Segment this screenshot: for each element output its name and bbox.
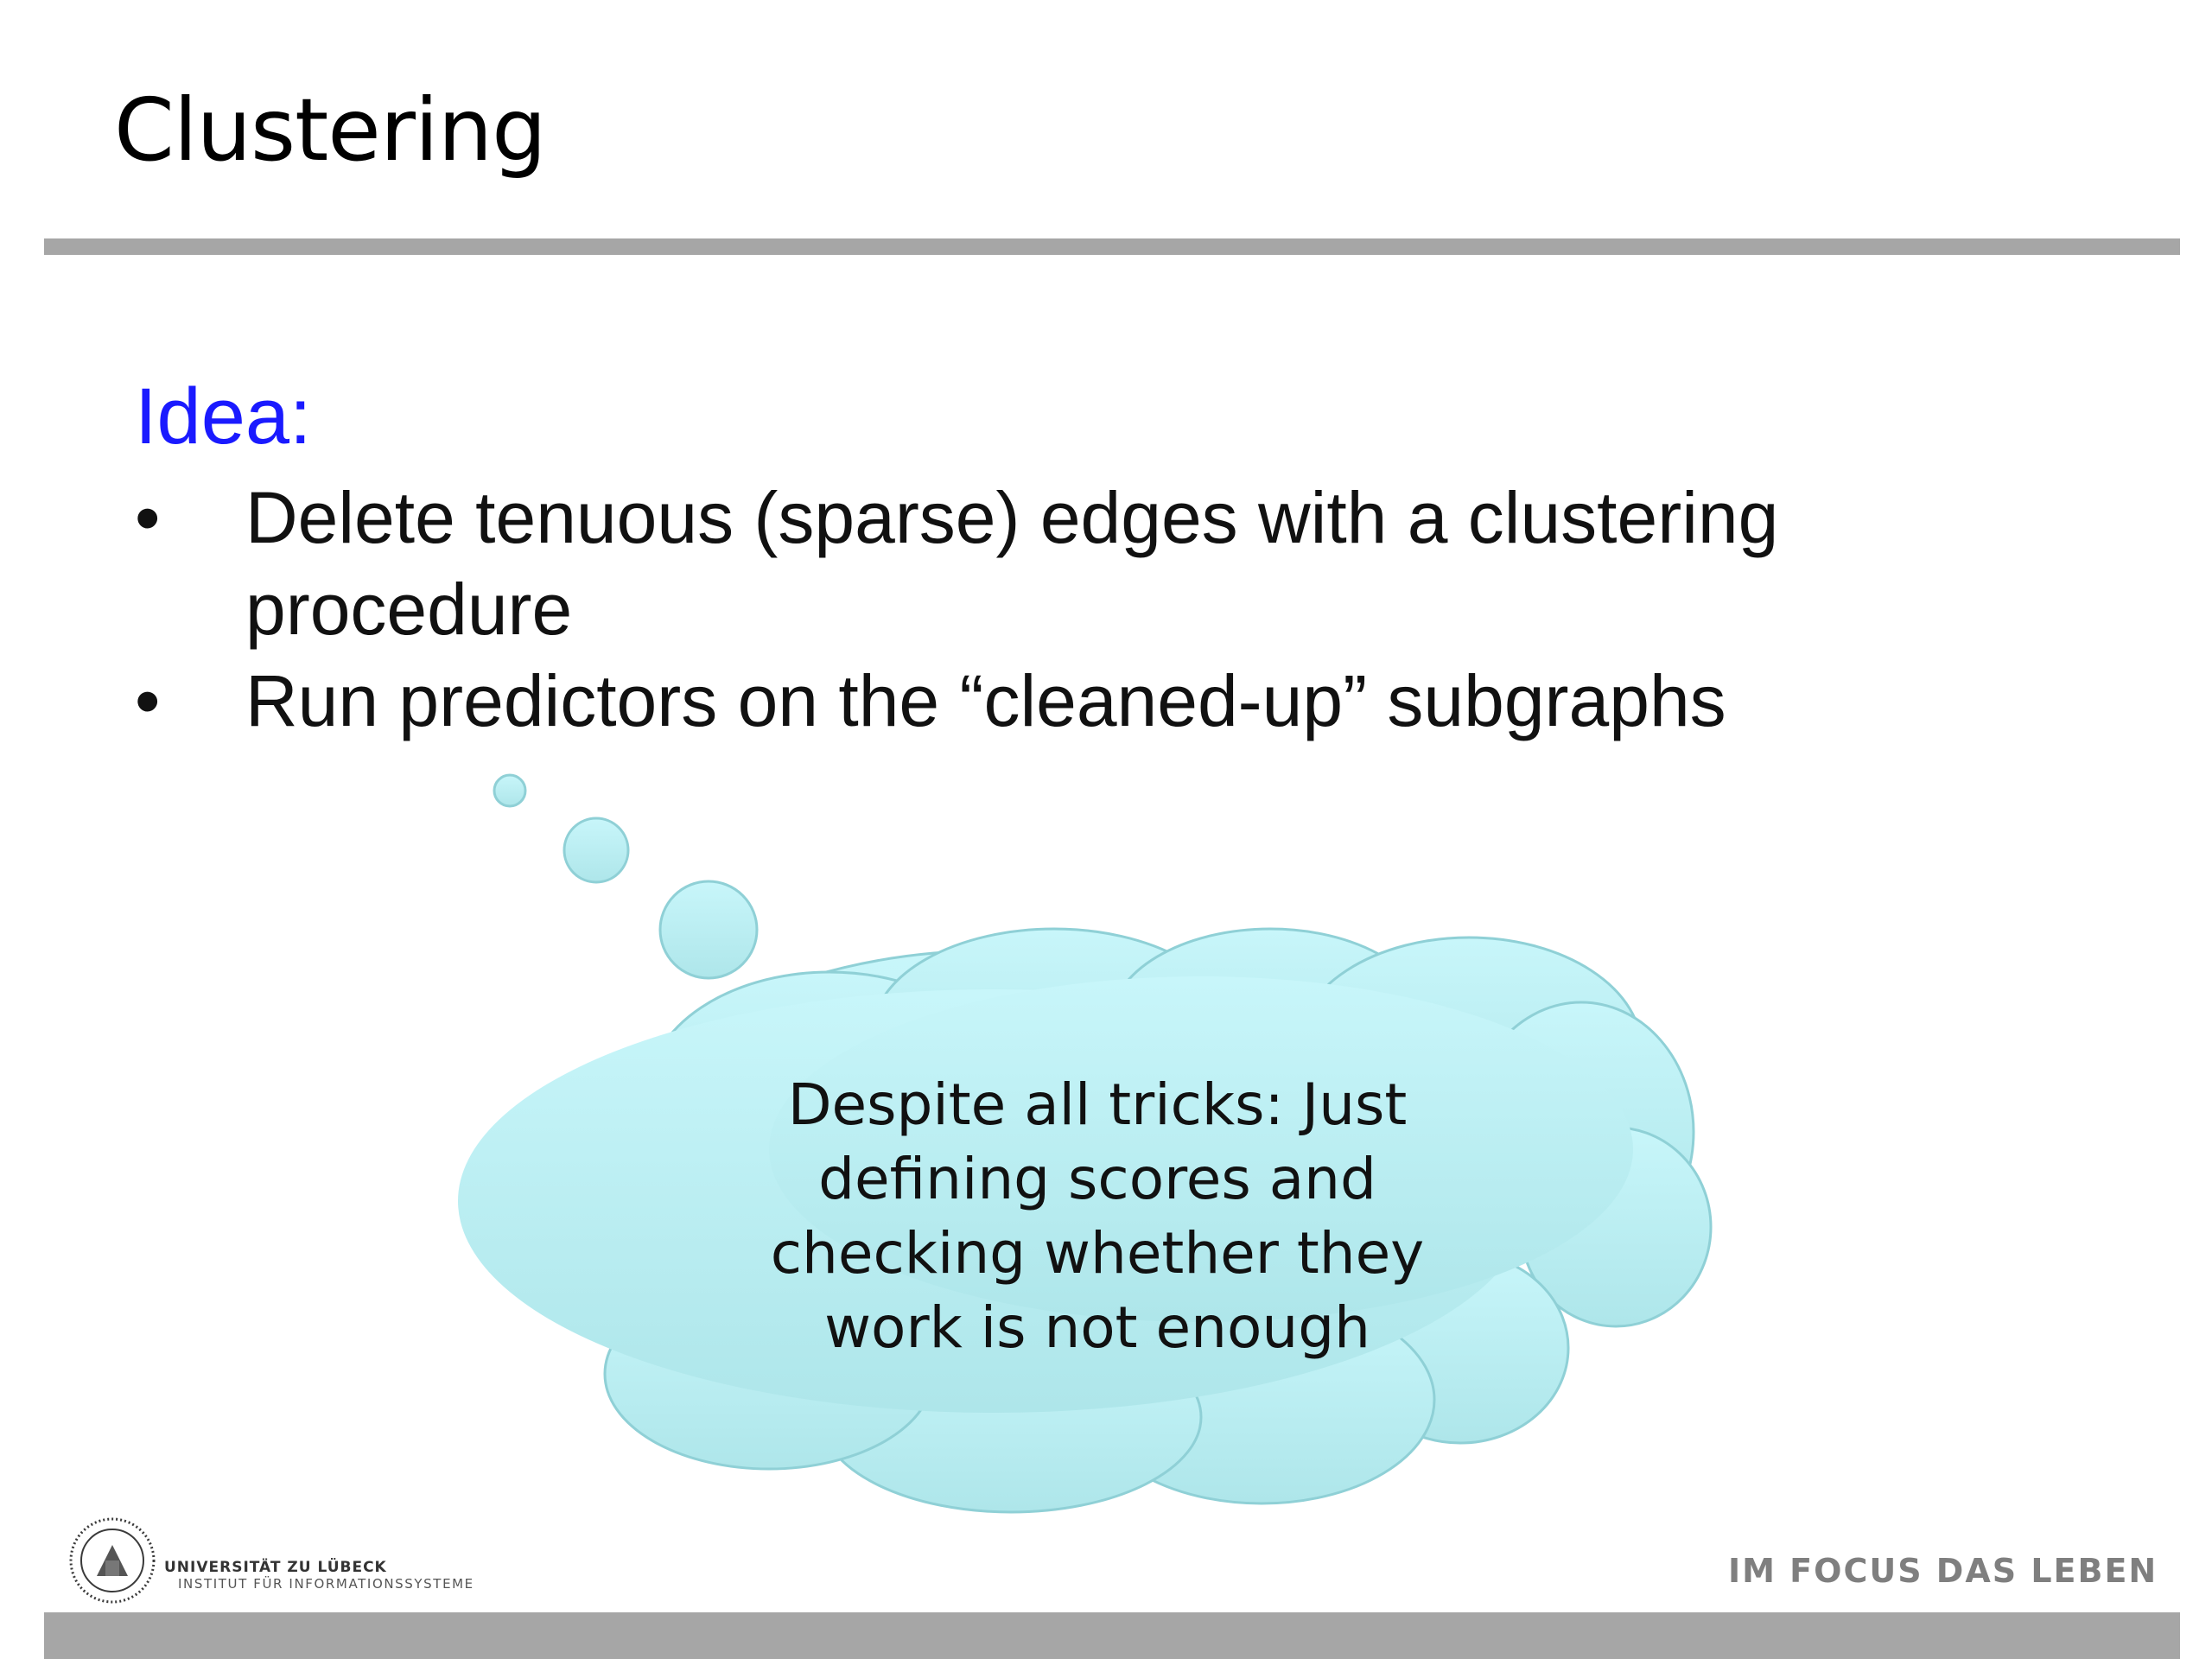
slide-title: Clustering <box>114 79 546 181</box>
footer-bar <box>44 1612 2180 1659</box>
thought-dot-large <box>660 881 757 978</box>
bullet-text: Delete tenuous (sparse) edges with a clustering procedure <box>245 477 1779 650</box>
bullet-icon: • <box>135 660 161 741</box>
footer-tagline: IM FOCUS DAS LEBEN <box>1728 1552 2158 1590</box>
university-name: UNIVERSITÄT ZU LÜBECK <box>164 1559 387 1576</box>
thought-dots <box>494 775 757 978</box>
institute-name: INSTITUT FÜR INFORMATIONSSYSTEME <box>178 1576 474 1592</box>
idea-heading: Idea: <box>135 372 312 461</box>
bullet-text: Run predictors on the “cleaned-up” subgraphs <box>245 660 1726 741</box>
thought-dot-small <box>494 775 525 806</box>
university-seal-icon <box>67 1516 157 1605</box>
bullet-icon: • <box>135 477 161 558</box>
thought-bubble-text: Despite all tricks: Just defining scores and checking whether they work is not enough <box>770 1071 1425 1361</box>
thought-dot-medium <box>564 818 628 882</box>
